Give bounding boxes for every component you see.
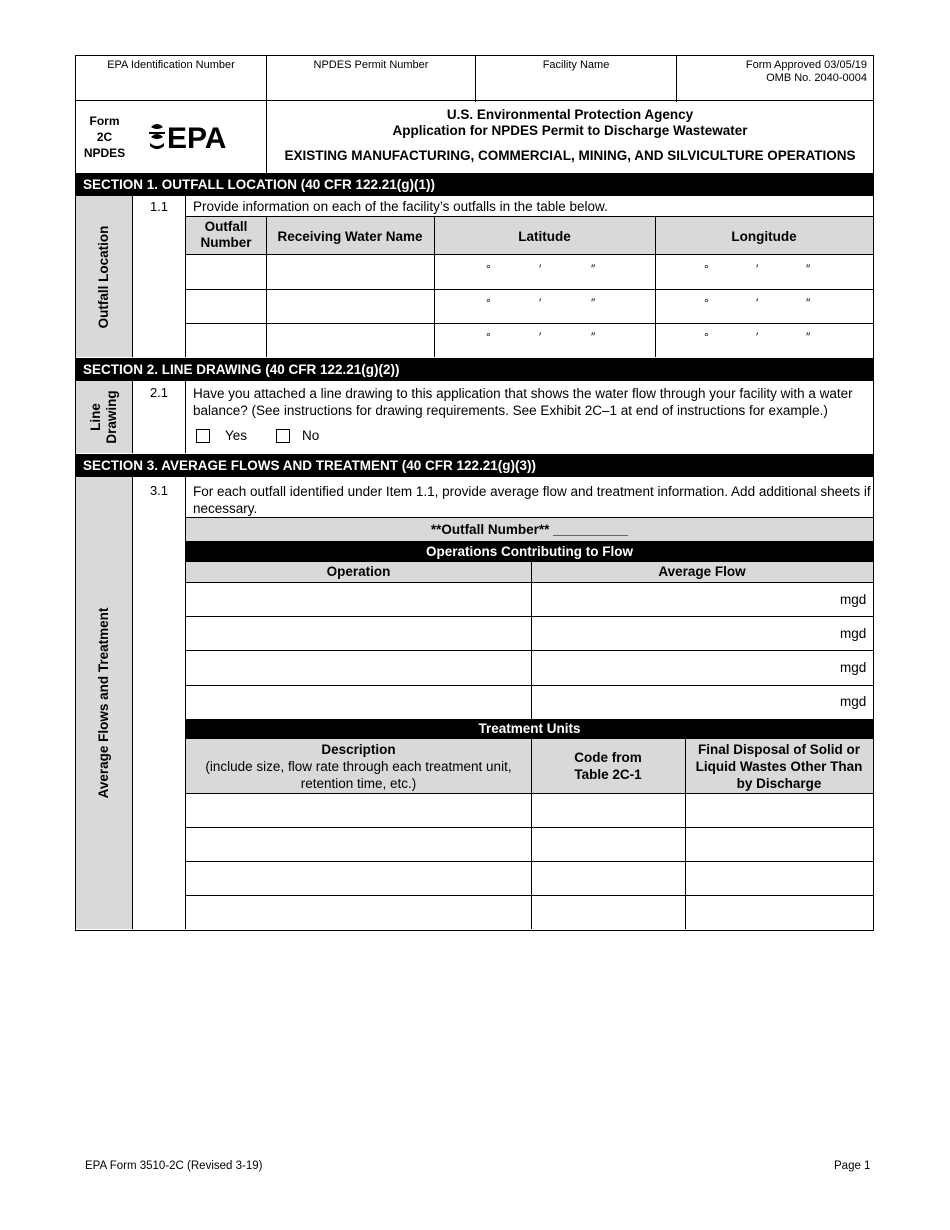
lon-deg: ° (704, 262, 709, 276)
divider (185, 827, 873, 828)
col-outfall-number (186, 219, 266, 251)
lat-sec: ″ (591, 262, 596, 276)
drawing-word: Drawing (104, 390, 119, 444)
section-1-bar: SECTION 1. OUTFALL LOCATION (40 CFR 122.21(g)(1)) (75, 174, 874, 196)
lon-sec: ″ (806, 330, 811, 344)
form-npdes: NPDES (83, 146, 126, 160)
line-word: Line (88, 403, 103, 431)
col-outfall-line1: Outfall (204, 219, 248, 234)
section-2-body (75, 381, 874, 455)
lon-min: ′ (756, 262, 759, 276)
section-3-bar: SECTION 3. AVERAGE FLOWS AND TREATMENT (40 CFR 122.21(g)(3)) (75, 455, 874, 477)
epa-logo (133, 101, 267, 173)
divider (185, 381, 186, 453)
col-final-disposal (685, 741, 873, 792)
epa-id-label: EPA Identification Number (107, 59, 235, 71)
form-code: 2C (96, 130, 113, 144)
flow-unit-row-2: mgd (840, 626, 867, 641)
divider (434, 216, 435, 357)
no-label: No (302, 428, 320, 443)
final-line2: Liquid Wastes Other Than (695, 759, 863, 774)
item-3-1-instruction (193, 483, 871, 517)
question-line2: balance? (See instructions for drawing requirements. See Exhibit 2C–1 at end of instructions for example.) (193, 403, 828, 418)
col-description (186, 741, 531, 792)
form-number: EPA Form 3510-2C (Revised 3-19) (85, 1160, 263, 1172)
facility-name-label: Facility Name (475, 56, 676, 102)
col-outfall-line2: Number (200, 235, 252, 250)
flow-unit-row-3: mgd (840, 660, 867, 675)
divider (655, 216, 656, 357)
desc-line3: retention time, etc.) (300, 776, 417, 791)
item-1-1-number: 1.1 (149, 199, 169, 214)
logo-wordmark: EPA (167, 122, 227, 155)
divider (185, 793, 873, 794)
page-number: Page 1 (834, 1160, 871, 1172)
col-operation: Operation (326, 564, 391, 579)
question-line1: Have you attached a line drawing to this application that shows the water flow through your facility with a water (193, 386, 853, 401)
final-line3: by Discharge (736, 776, 822, 791)
code-line2: Table 2C-1 (574, 767, 642, 782)
divider (685, 739, 686, 929)
section-2-bar: SECTION 2. LINE DRAWING (40 CFR 122.21(g)(2)) (75, 359, 874, 381)
divider (185, 582, 873, 583)
title-text (267, 101, 873, 173)
section-2-side (76, 381, 133, 453)
flow-unit-row-4: mgd (840, 694, 867, 709)
lon-deg: ° (704, 296, 709, 310)
lat-deg: ° (486, 296, 491, 310)
col-receiving-water: Receiving Water Name (277, 229, 423, 244)
approval-date: Form Approved 03/05/19 (745, 59, 867, 71)
desc-line2: (include size, flow rate through each treatment unit, (205, 759, 512, 774)
identification-row (75, 55, 874, 101)
instruction-line2: necessary. (193, 501, 258, 516)
treatment-units-bar: Treatment Units (186, 719, 873, 739)
lat-sec: ″ (591, 330, 596, 344)
yes-label: Yes (225, 428, 248, 443)
lat-sec: ″ (591, 296, 596, 310)
divider (185, 254, 873, 255)
operations-bar: Operations Contributing to Flow (186, 541, 873, 562)
section-1-body (75, 196, 874, 359)
line-drawing-label (88, 390, 120, 443)
final-line1: Final Disposal of Solid or (697, 742, 860, 757)
lon-deg: ° (704, 330, 709, 344)
form-label (76, 101, 133, 173)
item-1-1-instruction: Provide information on each of the facility’s outfalls in the table below. (193, 199, 608, 214)
divider (531, 739, 532, 929)
divider (531, 562, 532, 719)
divider (185, 616, 873, 617)
flow-unit-row-1: mgd (840, 592, 867, 607)
lat-deg: ° (486, 330, 491, 344)
divider (266, 216, 267, 357)
no-checkbox[interactable] (276, 429, 290, 443)
lon-sec: ″ (806, 262, 811, 276)
lat-min: ′ (539, 262, 542, 276)
outfall-location-label: Outfall Location (96, 225, 111, 328)
divider (185, 685, 873, 686)
section-1-side (76, 196, 133, 357)
omb-number: OMB No. 2040-0004 (766, 72, 867, 84)
desc-line1: Description (321, 742, 396, 757)
epa-flower-icon (133, 101, 267, 173)
item-3-1-number: 3.1 (149, 483, 169, 498)
yes-checkbox[interactable] (196, 429, 210, 443)
col-code (531, 749, 685, 783)
lon-sec: ″ (806, 296, 811, 310)
item-2-1-question (193, 385, 853, 419)
form-approval (676, 56, 873, 102)
lat-min: ′ (539, 330, 542, 344)
lon-min: ′ (756, 330, 759, 344)
form-word: Form (89, 114, 120, 128)
operations-title: EXISTING MANUFACTURING, COMMERCIAL, MINING, AND SILVICULTURE OPERATIONS (284, 148, 856, 163)
col-longitude: Longitude (731, 229, 797, 244)
agency-name: U.S. Environmental Protection Agency (446, 107, 694, 122)
item-2-1-number: 2.1 (149, 385, 169, 400)
instruction-line1: For each outfall identified under Item 1.1, provide average flow and treatment information. Add additional sheets if (193, 484, 871, 499)
lat-deg: ° (486, 262, 491, 276)
divider (185, 289, 873, 290)
avg-flows-label: Average Flows and Treatment (96, 607, 111, 799)
divider (185, 895, 873, 896)
lat-min: ′ (539, 296, 542, 310)
col-average-flow: Average Flow (658, 564, 746, 579)
lon-min: ′ (756, 296, 759, 310)
npdes-permit-label: NPDES Permit Number (266, 56, 475, 102)
outfall-number-field[interactable]: **Outfall Number** __________ (430, 522, 629, 537)
section-3-side (76, 477, 133, 929)
divider (185, 650, 873, 651)
col-latitude: Latitude (518, 229, 571, 244)
divider (185, 861, 873, 862)
application-title: Application for NPDES Permit to Discharge Wastewater (392, 123, 748, 138)
code-line1: Code from (574, 750, 642, 765)
section-3-body (75, 477, 874, 931)
divider (185, 323, 873, 324)
title-block (75, 100, 874, 174)
